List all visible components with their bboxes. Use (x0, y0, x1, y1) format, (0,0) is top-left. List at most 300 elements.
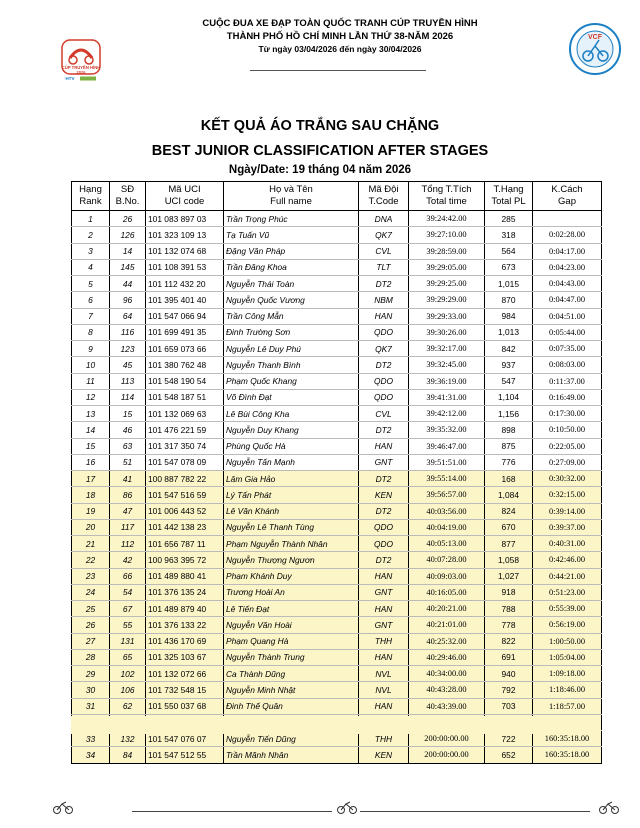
row-name: Đinh Trường Sơn (224, 324, 359, 340)
row-gap: 0:51:23.00 (533, 584, 602, 600)
row-rank: 24 (72, 584, 110, 600)
row-total-pl: 1,058 (485, 552, 533, 568)
row-gap: 160:35:18.00 (533, 731, 602, 747)
header-line-2: THÀNH PHỐ HỒ CHÍ MINH LẦN THỨ 38-NĂM 2026 (226, 31, 454, 42)
col-header-time: Tổng T.Tích Total time (409, 182, 485, 211)
row-name: Nguyễn Thái Toàn (224, 276, 359, 292)
row-bib: 47 (110, 503, 146, 519)
table-row (72, 487, 602, 503)
row-rank: 33 (72, 731, 110, 747)
row-time: 40:20:21.00 (409, 601, 485, 617)
row-bib: 44 (110, 276, 146, 292)
row-uci: 101 083 897 03 (146, 211, 224, 227)
row-bib: 102 (110, 666, 146, 682)
table-tail-band (71, 716, 601, 734)
row-gap: 0:32:15.00 (533, 487, 602, 503)
row-uci: 101 376 133 22 (146, 617, 224, 633)
row-bib: 116 (110, 324, 146, 340)
row-rank: 25 (72, 601, 110, 617)
row-gap: 0:04:47.00 (533, 292, 602, 308)
row-time: 40:07:28.00 (409, 552, 485, 568)
row-uci: 101 112 432 20 (146, 276, 224, 292)
row-bib: 64 (110, 308, 146, 324)
table-row (72, 519, 602, 535)
row-name: Trần Đăng Khoa (224, 259, 359, 275)
row-name: Phạm Quang Hà (224, 633, 359, 649)
row-time: 39:29:05.00 (409, 259, 485, 275)
row-time: 40:43:39.00 (409, 698, 485, 714)
row-total-pl: 1,013 (485, 324, 533, 340)
row-total-pl: 875 (485, 438, 533, 454)
row-bib: 26 (110, 211, 146, 227)
col-header-rank: Hạng Rank (72, 182, 110, 211)
row-rank: 3 (72, 243, 110, 259)
row-bib: 112 (110, 536, 146, 552)
row-bib: 41 (110, 471, 146, 487)
row-name: Nguyễn Minh Nhật (224, 682, 359, 698)
row-bib: 126 (110, 227, 146, 243)
table-row (72, 584, 602, 600)
row-total-pl: 168 (485, 471, 533, 487)
row-uci: 101 659 073 66 (146, 341, 224, 357)
row-uci: 101 132 069 63 (146, 406, 224, 422)
row-uci: 101 547 512 55 (146, 747, 224, 763)
row-bib: 96 (110, 292, 146, 308)
table-row (72, 438, 602, 454)
row-rank: 31 (72, 698, 110, 714)
table-row (72, 422, 602, 438)
row-uci: 101 548 187 51 (146, 389, 224, 405)
row-bib: 46 (110, 422, 146, 438)
row-team: DNA (359, 211, 409, 227)
row-total-pl: 670 (485, 519, 533, 535)
row-total-pl: 842 (485, 341, 533, 357)
title-vietnamese: KẾT QUẢ ÁO TRẮNG SAU CHẶNG (200, 118, 440, 134)
table-row (72, 698, 602, 714)
row-gap: 0:16:49.00 (533, 389, 602, 405)
row-bib: 66 (110, 568, 146, 584)
table-row (72, 308, 602, 324)
row-name: Nguyễn Văn Hoài (224, 617, 359, 633)
row-gap: 0:44:21.00 (533, 568, 602, 584)
row-bib: 62 (110, 698, 146, 714)
row-name: Nguyễn Thanh Bình (224, 357, 359, 373)
row-total-pl: 652 (485, 747, 533, 763)
row-total-pl: 870 (485, 292, 533, 308)
row-team: DT2 (359, 552, 409, 568)
row-name: Đinh Thế Quân (224, 698, 359, 714)
row-name: Nguyễn Thành Trung (224, 649, 359, 665)
row-rank: 7 (72, 308, 110, 324)
row-time: 40:25:32.00 (409, 633, 485, 649)
row-total-pl: 691 (485, 649, 533, 665)
row-name: Trần Trọng Phúc (224, 211, 359, 227)
table-row (72, 666, 602, 682)
table-row (72, 617, 602, 633)
row-gap: 160:35:18.00 (533, 747, 602, 763)
row-name: Đặng Văn Pháp (224, 243, 359, 259)
row-total-pl: 776 (485, 454, 533, 470)
row-bib: 86 (110, 487, 146, 503)
table-row (72, 649, 602, 665)
row-name: Phạm Quốc Khang (224, 373, 359, 389)
row-total-pl: 984 (485, 308, 533, 324)
row-gap: 0:56:19.00 (533, 617, 602, 633)
row-total-pl: 564 (485, 243, 533, 259)
row-total-pl: 1,084 (485, 487, 533, 503)
row-uci: 101 547 076 07 (146, 731, 224, 747)
vcf-logo-text: VCF (588, 34, 602, 41)
row-team: HAN (359, 308, 409, 324)
row-time: 39:27:10.00 (409, 227, 485, 243)
row-team: CVL (359, 243, 409, 259)
row-bib: 114 (110, 389, 146, 405)
row-uci: 101 547 078 09 (146, 454, 224, 470)
row-rank: 21 (72, 536, 110, 552)
row-gap: 1:00:50.00 (533, 633, 602, 649)
cyclist-icon (598, 800, 620, 814)
row-uci: 101 132 072 66 (146, 666, 224, 682)
row-gap: 0:40:31.00 (533, 536, 602, 552)
row-rank: 13 (72, 406, 110, 422)
row-bib: 131 (110, 633, 146, 649)
row-bib: 84 (110, 747, 146, 763)
row-team: HAN (359, 438, 409, 454)
row-uci: 101 548 190 54 (146, 373, 224, 389)
row-gap: 0:42:46.00 (533, 552, 602, 568)
row-total-pl: 1,104 (485, 389, 533, 405)
row-bib: 106 (110, 682, 146, 698)
row-time: 39:46:47.00 (409, 438, 485, 454)
row-team: HAN (359, 649, 409, 665)
row-rank: 22 (72, 552, 110, 568)
row-name: Tạ Tuấn Vũ (224, 227, 359, 243)
row-team: NBM (359, 292, 409, 308)
row-time: 40:21:01.00 (409, 617, 485, 633)
table-row (72, 292, 602, 308)
row-gap: 0:08:03.00 (533, 357, 602, 373)
row-name: Nguyễn Lê Thanh Tùng (224, 519, 359, 535)
row-time: 40:03:56.00 (409, 503, 485, 519)
row-team: DT2 (359, 276, 409, 292)
row-team: QDO (359, 389, 409, 405)
row-gap: 0:05:44.00 (533, 324, 602, 340)
row-team: HAN (359, 568, 409, 584)
row-rank: 2 (72, 227, 110, 243)
row-name: Võ Đình Đạt (224, 389, 359, 405)
row-time: 39:29:25.00 (409, 276, 485, 292)
row-rank: 29 (72, 666, 110, 682)
row-name: Trần Công Mẫn (224, 308, 359, 324)
row-team: GNT (359, 584, 409, 600)
row-total-pl: 285 (485, 211, 533, 227)
row-time: 39:30:26.00 (409, 324, 485, 340)
table-row (72, 454, 602, 470)
row-team: GNT (359, 454, 409, 470)
row-uci: 100 887 782 22 (146, 471, 224, 487)
row-time: 39:28:59.00 (409, 243, 485, 259)
row-team: HAN (359, 601, 409, 617)
row-rank: 14 (72, 422, 110, 438)
row-total-pl: 937 (485, 357, 533, 373)
logo-left-line1: CÚP TRUYỀN HÌNH (61, 65, 101, 70)
row-time: 40:09:03.00 (409, 568, 485, 584)
table-row (72, 536, 602, 552)
row-rank: 16 (72, 454, 110, 470)
report-date: Ngày/Date: 19 tháng 04 năm 2026 (228, 164, 412, 176)
row-name: Lê Tiến Đạt (224, 601, 359, 617)
row-team: CVL (359, 406, 409, 422)
row-name: Nguyễn Quốc Vương (224, 292, 359, 308)
row-bib: 67 (110, 601, 146, 617)
row-uci: 101 476 221 59 (146, 422, 224, 438)
table-row (72, 552, 602, 568)
row-bib: 51 (110, 454, 146, 470)
row-time: 200:00:00.00 (409, 731, 485, 747)
col-header-uci: Mã UCI UCI code (146, 182, 224, 211)
table-row (72, 357, 602, 373)
header-line-3: Từ ngày 03/04/2026 đến ngày 30/04/2026 (258, 44, 422, 54)
table-row (72, 243, 602, 259)
row-name: Phạm Nguyễn Thành Nhân (224, 536, 359, 552)
row-gap (533, 211, 602, 227)
row-rank: 18 (72, 487, 110, 503)
row-team: NVL (359, 682, 409, 698)
row-uci: 101 550 037 68 (146, 698, 224, 714)
table-row (72, 503, 602, 519)
row-rank: 15 (72, 438, 110, 454)
row-uci: 101 325 103 67 (146, 649, 224, 665)
row-gap: 0:04:17.00 (533, 243, 602, 259)
row-team: QDO (359, 519, 409, 535)
table-row (72, 633, 602, 649)
row-rank: 30 (72, 682, 110, 698)
row-bib: 14 (110, 243, 146, 259)
row-rank: 12 (72, 389, 110, 405)
row-bib: 15 (110, 406, 146, 422)
row-name: Trương Hoài An (224, 584, 359, 600)
row-total-pl: 877 (485, 536, 533, 552)
row-time: 39:42:12.00 (409, 406, 485, 422)
row-time: 40:29:46.00 (409, 649, 485, 665)
row-team: QDO (359, 536, 409, 552)
row-total-pl: 778 (485, 617, 533, 633)
row-time: 39:36:19.00 (409, 373, 485, 389)
row-gap: 1:18:46.00 (533, 682, 602, 698)
vcf-logo (568, 22, 622, 76)
row-uci: 101 108 391 53 (146, 259, 224, 275)
row-uci: 101 376 135 24 (146, 584, 224, 600)
row-bib: 55 (110, 617, 146, 633)
row-rank: 17 (72, 471, 110, 487)
row-team: DT2 (359, 471, 409, 487)
row-gap: 0:27:09.00 (533, 454, 602, 470)
col-header-pl: T.Hạng Total PL (485, 182, 533, 211)
row-name: Lê Văn Khánh (224, 503, 359, 519)
row-time: 39:29:29.00 (409, 292, 485, 308)
cyclist-icon (336, 800, 358, 814)
row-name: Nguyễn Thượng Ngươn (224, 552, 359, 568)
row-total-pl: 318 (485, 227, 533, 243)
row-time: 39:32:17.00 (409, 341, 485, 357)
row-gap: 0:22:05.00 (533, 438, 602, 454)
row-rank: 27 (72, 633, 110, 649)
table-row (72, 406, 602, 422)
row-time: 39:55:14.00 (409, 471, 485, 487)
row-total-pl: 792 (485, 682, 533, 698)
row-gap: 0:30:32.00 (533, 471, 602, 487)
row-time: 39:32:45.00 (409, 357, 485, 373)
row-total-pl: 788 (485, 601, 533, 617)
row-uci: 101 323 109 13 (146, 227, 224, 243)
row-rank: 11 (72, 373, 110, 389)
row-time: 39:56:57.00 (409, 487, 485, 503)
row-team: QDO (359, 324, 409, 340)
row-name: Phạm Khánh Duy (224, 568, 359, 584)
row-team: GNT (359, 617, 409, 633)
row-name: Trần Mãnh Nhân (224, 747, 359, 763)
row-time: 39:41:31.00 (409, 389, 485, 405)
row-total-pl: 918 (485, 584, 533, 600)
row-total-pl: 703 (485, 698, 533, 714)
row-rank: 5 (72, 276, 110, 292)
logo-left-line2: 2026 (76, 69, 86, 75)
row-total-pl: 940 (485, 666, 533, 682)
row-gap: 0:55:39.00 (533, 601, 602, 617)
row-team: HAN (359, 698, 409, 714)
row-total-pl: 547 (485, 373, 533, 389)
row-uci: 101 656 787 11 (146, 536, 224, 552)
table-row (72, 568, 602, 584)
table-row (72, 341, 602, 357)
row-rank: 28 (72, 649, 110, 665)
row-team: QK7 (359, 227, 409, 243)
cyclist-icon (52, 800, 74, 814)
row-total-pl: 673 (485, 259, 533, 275)
row-bib: 65 (110, 649, 146, 665)
row-uci: 101 442 138 23 (146, 519, 224, 535)
row-rank: 19 (72, 503, 110, 519)
row-total-pl: 1,015 (485, 276, 533, 292)
row-uci: 101 699 491 35 (146, 324, 224, 340)
row-team: THH (359, 633, 409, 649)
table-row (72, 276, 602, 292)
row-name: Nguyễn Tiến Dũng (224, 731, 359, 747)
row-bib: 45 (110, 357, 146, 373)
row-gap: 1:05:04.00 (533, 649, 602, 665)
table-row (72, 324, 602, 340)
row-time: 40:05:13.00 (409, 536, 485, 552)
footer-line-left (132, 811, 332, 812)
row-total-pl: 898 (485, 422, 533, 438)
footer-line-right (360, 811, 590, 812)
row-uci: 101 489 880 41 (146, 568, 224, 584)
row-time: 39:35:32.00 (409, 422, 485, 438)
row-time: 40:43:28.00 (409, 682, 485, 698)
row-team: DT2 (359, 357, 409, 373)
table-row (72, 259, 602, 275)
row-uci: 101 317 350 74 (146, 438, 224, 454)
row-uci: 101 732 548 15 (146, 682, 224, 698)
row-time: 200:00:00.00 (409, 747, 485, 763)
row-rank: 26 (72, 617, 110, 633)
row-rank: 10 (72, 357, 110, 373)
row-time: 40:04:19.00 (409, 519, 485, 535)
row-rank: 1 (72, 211, 110, 227)
row-total-pl: 822 (485, 633, 533, 649)
row-total-pl: 722 (485, 731, 533, 747)
cup-truyen-hinh-logo (58, 38, 104, 82)
row-total-pl: 824 (485, 503, 533, 519)
row-bib: 132 (110, 731, 146, 747)
row-uci: 100 963 395 72 (146, 552, 224, 568)
table-row (72, 471, 602, 487)
col-header-team: Mã Đội T.Code (359, 182, 409, 211)
row-gap: 0:04:51.00 (533, 308, 602, 324)
row-gap: 0:10:50.00 (533, 422, 602, 438)
row-gap: 0:39:37.00 (533, 519, 602, 535)
row-uci: 101 547 066 94 (146, 308, 224, 324)
row-bib: 113 (110, 373, 146, 389)
row-uci: 101 489 879 40 (146, 601, 224, 617)
table-row (72, 747, 602, 763)
row-bib: 123 (110, 341, 146, 357)
row-bib: 54 (110, 584, 146, 600)
row-team: KEN (359, 487, 409, 503)
row-team: KEN (359, 747, 409, 763)
row-uci: 101 547 516 59 (146, 487, 224, 503)
row-rank: 6 (72, 292, 110, 308)
row-time: 40:16:05.00 (409, 584, 485, 600)
title-english: BEST JUNIOR CLASSIFICATION AFTER STAGES (151, 143, 489, 159)
row-total-pl: 1,027 (485, 568, 533, 584)
row-rank: 9 (72, 341, 110, 357)
row-time: 39:51:51.00 (409, 454, 485, 470)
row-gap: 1:18:57.00 (533, 698, 602, 714)
row-name: Lê Bùi Công Kha (224, 406, 359, 422)
row-bib: 145 (110, 259, 146, 275)
row-gap: 0:39:14.00 (533, 503, 602, 519)
row-team: DT2 (359, 503, 409, 519)
row-rank: 23 (72, 568, 110, 584)
col-header-bib: SĐ B.No. (110, 182, 146, 211)
row-time: 40:34:00.00 (409, 666, 485, 682)
row-gap: 0:07:35.00 (533, 341, 602, 357)
row-team: QDO (359, 373, 409, 389)
row-gap: 0:17:30.00 (533, 406, 602, 422)
table-row (72, 211, 602, 227)
table-row (72, 389, 602, 405)
row-rank: 20 (72, 519, 110, 535)
table-row (72, 227, 602, 243)
table-row (72, 682, 602, 698)
row-time: 39:29:33.00 (409, 308, 485, 324)
row-name: Lâm Gia Hảo (224, 471, 359, 487)
row-name: Nguyễn Tấn Mạnh (224, 454, 359, 470)
row-gap: 1:09:18.00 (533, 666, 602, 682)
results-table (71, 181, 602, 764)
row-total-pl: 1,156 (485, 406, 533, 422)
row-gap: 0:04:23.00 (533, 259, 602, 275)
row-rank: 4 (72, 259, 110, 275)
row-name: Phùng Quốc Hà (224, 438, 359, 454)
row-gap: 0:11:37.00 (533, 373, 602, 389)
table-row (72, 373, 602, 389)
row-gap: 0:02:28.00 (533, 227, 602, 243)
row-name: Lý Tấn Phát (224, 487, 359, 503)
table-header-row (72, 182, 602, 211)
row-team: NVL (359, 666, 409, 682)
